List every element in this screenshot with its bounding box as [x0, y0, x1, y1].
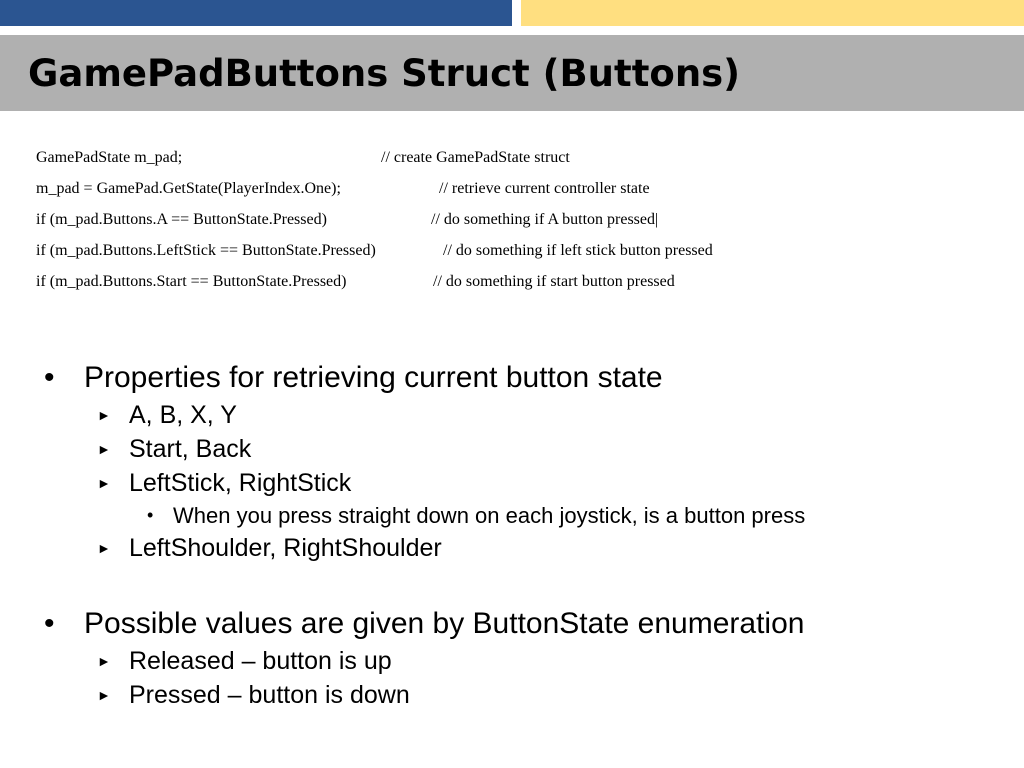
arrow-bullet-icon: ► — [97, 475, 111, 491]
bullet-marker: • — [44, 607, 55, 640]
top-accent-bar-yellow — [521, 0, 1024, 26]
sub-bullet-item — [44, 398, 1004, 432]
sub-bullet-text: LeftShoulder, RightShoulder — [129, 534, 442, 562]
sub-bullet-item — [44, 678, 1004, 712]
sub-bullet-text: Pressed – button is down — [129, 681, 410, 709]
arrow-bullet-icon: ► — [97, 653, 111, 669]
top-accent-bar-blue — [0, 0, 512, 26]
code-statement: if (m_pad.Buttons.LeftStick == ButtonState.Pressed) — [36, 242, 376, 259]
code-comment: // create GamePadState struct — [381, 149, 570, 166]
bullet-item — [44, 358, 1004, 398]
sub-bullet-text: Released – button is up — [129, 647, 392, 675]
arrow-bullet-icon: ► — [97, 441, 111, 457]
sub-bullet-item — [44, 531, 1004, 565]
bullet-marker: • — [147, 505, 154, 525]
code-comment: // retrieve current controller state — [439, 180, 650, 197]
arrow-bullet-icon: ► — [97, 687, 111, 703]
sub-bullet-text: A, B, X, Y — [129, 401, 237, 429]
code-statement: GamePadState m_pad; — [36, 149, 183, 166]
code-line — [36, 204, 996, 235]
code-comment: // do something if left stick button pressed — [443, 242, 713, 259]
sub-bullet-item — [44, 466, 1004, 500]
code-statement: if (m_pad.Buttons.Start == ButtonState.Pressed) — [36, 273, 347, 290]
code-block — [36, 142, 996, 297]
sub-bullet-text: Start, Back — [129, 435, 252, 463]
code-statement: if (m_pad.Buttons.A == ButtonState.Pressed) — [36, 211, 327, 228]
code-line — [36, 235, 996, 266]
code-line — [36, 142, 996, 173]
code-line — [36, 173, 996, 204]
arrow-bullet-icon: ► — [97, 540, 111, 556]
sub-sub-bullet-item — [44, 500, 1004, 531]
arrow-bullet-icon: ► — [97, 407, 111, 423]
code-statement: m_pad = GamePad.GetState(PlayerIndex.One); — [36, 180, 341, 197]
bullet-text: Possible values are given by ButtonState enumeration — [84, 607, 805, 640]
code-line — [36, 266, 996, 297]
code-comment: // do something if start button pressed — [433, 273, 675, 290]
slide-title: GamePadButtons Struct (Buttons) — [28, 52, 741, 95]
sub-bullet-item — [44, 644, 1004, 678]
bullet-list — [44, 358, 1004, 712]
bullet-item — [44, 604, 1004, 644]
sub-sub-bullet-text: When you press straight down on each joystick, is a button press — [173, 503, 806, 528]
bullet-text: Properties for retrieving current button state — [84, 361, 663, 394]
code-comment: // do something if A button pressed| — [431, 211, 659, 228]
sub-bullet-text: LeftStick, RightStick — [129, 469, 352, 497]
bullet-marker: • — [44, 361, 55, 394]
sub-bullet-item — [44, 432, 1004, 466]
